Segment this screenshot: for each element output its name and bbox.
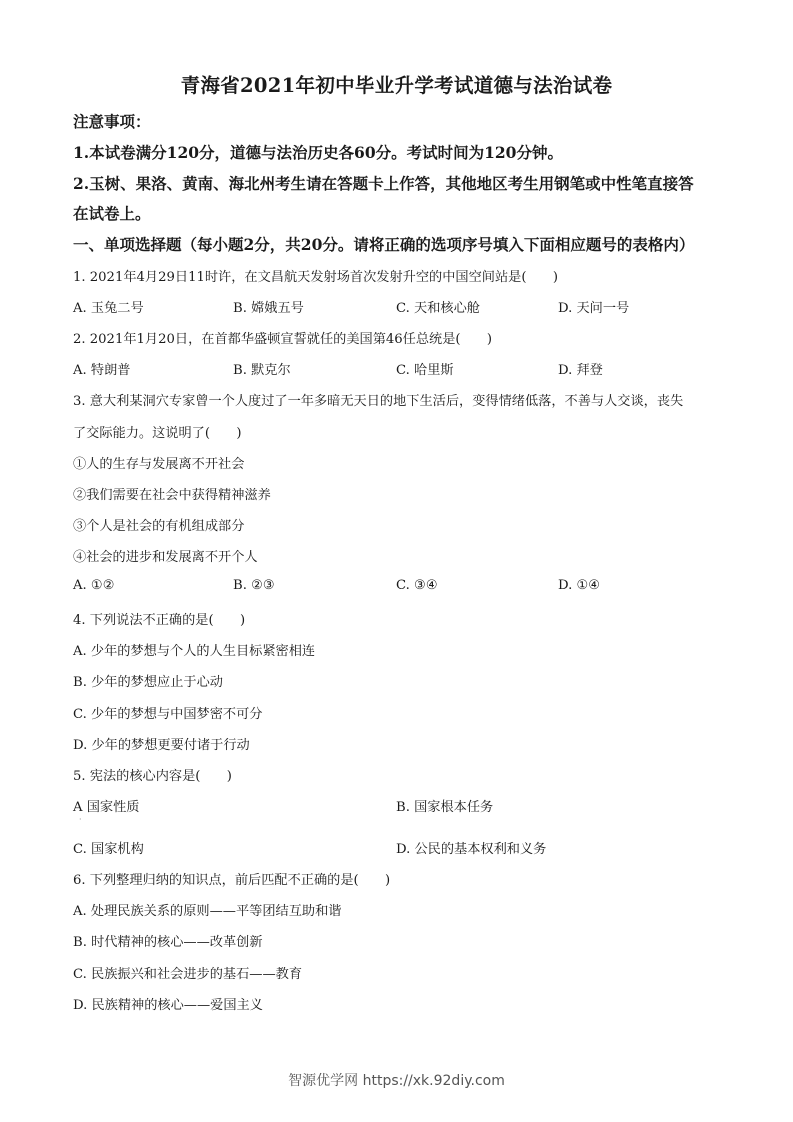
q4-option-a: A. 少年的梦想与个人的人生目标紧密相连 bbox=[73, 644, 316, 659]
q5-option-c: C. 国家机构 bbox=[73, 842, 144, 857]
page-title: 青海省2021年初中毕业升学考试道德与法治试卷 bbox=[180, 74, 613, 97]
question-3-stem: 3. 意大利某洞穴专家曾一个人度过了一年多暗无天日的地下生活后，变得情绪低落，不善与人交谈，丧失 bbox=[73, 394, 684, 409]
q2-option-a: A. 特朗普 bbox=[73, 363, 131, 378]
q1-option-b: B. 嫦娥五号 bbox=[233, 301, 304, 316]
question-3-stem-cont: 了交际能力。这说明了( ) bbox=[73, 426, 242, 441]
q5-option-a: A 国家性质 bbox=[73, 800, 140, 815]
notice-item-1: 1.本试卷满分120分，道德与法治历史各60分。考试时间为120分钟。 bbox=[73, 143, 563, 162]
q5-option-d: D. 公民的基本权利和义务 bbox=[396, 842, 547, 857]
q1-option-c: C. 天和核心舱 bbox=[396, 301, 480, 316]
section-heading: 一、单项选择题（每小题2分，共20分。请将正确的选项序号填入下面相应题号的表格内） bbox=[73, 235, 695, 254]
q3-option-d: D. ①④ bbox=[558, 578, 601, 593]
q6-option-b: B. 时代精神的核心——改革创新 bbox=[73, 935, 263, 950]
q3-option-c: C. ③④ bbox=[396, 578, 438, 593]
q1-option-d: D. 天问一号 bbox=[558, 301, 630, 316]
q2-option-c: C. 哈里斯 bbox=[396, 363, 454, 378]
q3-option-a: A. ①② bbox=[73, 578, 115, 593]
q6-option-c: C. 民族振兴和社会进步的基石——教育 bbox=[73, 967, 303, 982]
q5-option-b: B. 国家根本任务 bbox=[396, 800, 494, 815]
q3-statement-1: ①人的生存与发展离不开社会 bbox=[73, 457, 245, 472]
question-1-stem: 1. 2021年4月29日11时许，在文昌航天发射场首次发射升空的中国空间站是( ) bbox=[73, 270, 559, 285]
notice-heading: 注意事项： bbox=[73, 112, 151, 131]
q3-statement-4: ④社会的进步和发展离不开个人 bbox=[73, 550, 258, 565]
q1-option-a: A. 玉兔二号 bbox=[73, 301, 144, 316]
stray-mark: · bbox=[79, 815, 82, 824]
q3-statement-2: ②我们需要在社会中获得精神滋养 bbox=[73, 488, 271, 503]
question-5-stem: 5. 宪法的核心内容是( ) bbox=[73, 769, 232, 784]
footer-watermark: 智源优学网 https://xk.92diy.com bbox=[288, 1073, 505, 1089]
q4-option-c: C. 少年的梦想与中国梦密不可分 bbox=[73, 707, 263, 722]
q4-option-d: D. 少年的梦想更要付诸于行动 bbox=[73, 738, 250, 753]
q2-option-b: B. 默克尔 bbox=[233, 363, 291, 378]
notice-item-2: 2.玉树、果洛、黄南、海北州考生请在答题卡上作答，其他地区考生用钢笔或中性笔直接答 bbox=[73, 174, 694, 193]
notice-item-2-cont: 在试卷上。 bbox=[73, 204, 151, 223]
q3-statement-3: ③个人是社会的有机组成部分 bbox=[73, 519, 245, 534]
q6-option-d: D. 民族精神的核心——爱国主义 bbox=[73, 998, 263, 1013]
q2-option-d: D. 拜登 bbox=[558, 363, 603, 378]
question-4-stem: 4. 下列说法不正确的是( ) bbox=[73, 613, 246, 628]
question-2-stem: 2. 2021年1月20日，在首都华盛顿宣誓就任的美国第46任总统是( ) bbox=[73, 332, 493, 347]
q4-option-b: B. 少年的梦想应止于心动 bbox=[73, 675, 223, 690]
q6-option-a: A. 处理民族关系的原则——平等团结互助和谐 bbox=[73, 904, 342, 919]
question-6-stem: 6. 下列整理归纳的知识点，前后匹配不正确的是( ) bbox=[73, 873, 391, 888]
q3-option-b: B. ②③ bbox=[233, 578, 275, 593]
